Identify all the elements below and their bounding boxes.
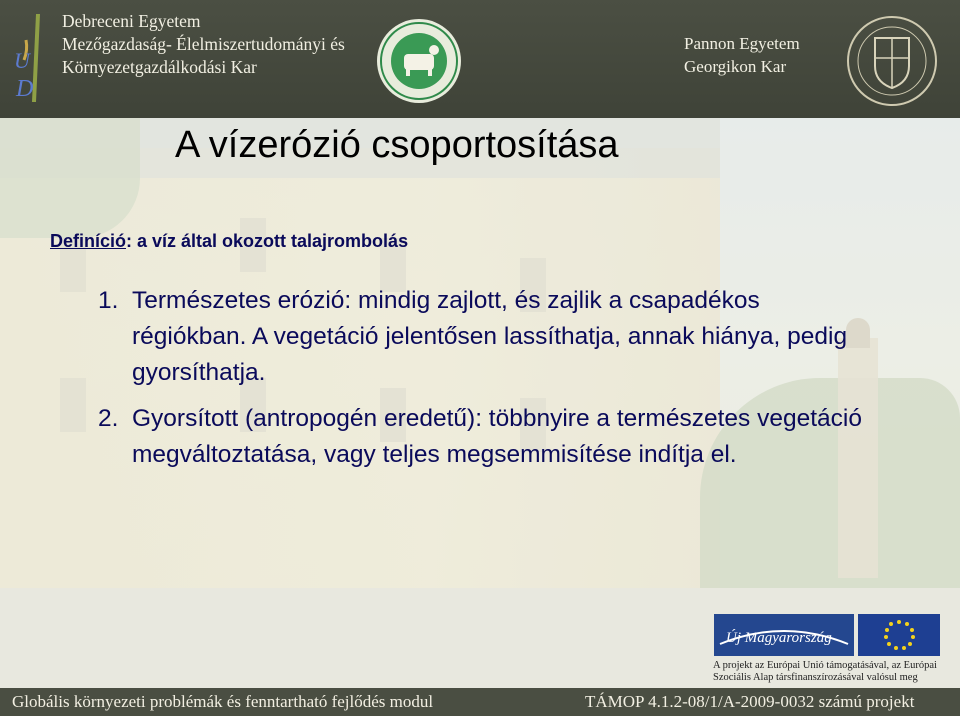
list-item [98,401,898,473]
svg-text:D: D [16,76,34,102]
funding-note-line2: Szociális Alap társfinanszírozásával valósul meg [713,672,918,683]
uj-magyarorszag-logo-icon [714,614,854,656]
funding-note [713,660,937,684]
eu-flag-icon [858,614,940,656]
definition-key: Definíció [50,231,127,251]
item-number: 2. [98,405,119,432]
definition-text: : a víz által okozott talajrombolás [126,231,409,251]
faculty-seal-icon [376,18,462,104]
university-name [62,10,345,79]
slide-title: A vízerózió csoportosítása [175,124,619,166]
footer-bar [0,688,960,716]
definition [50,231,408,252]
pannon-name-line2: Georgikon Kar [684,57,787,76]
item-number: 1. [98,287,119,314]
svg-text:U: U [14,48,30,73]
footer-module-name: Globális környezeti problémák és fenntartható fejlődés modul [12,692,434,711]
svg-text:Új Magyarország: Új Magyarország [726,630,832,646]
pannon-name [684,32,800,78]
item-text: Gyorsított (antropogén eredetű): többnyire a természetes vegetáció megváltoztatása, vagy teljes megsemmisítése indítja el. [132,405,862,468]
funding-note-line1: A projekt az Európai Unió támogatásával, az Európai [713,660,937,671]
pannon-name-line1: Pannon Egyetem [684,34,800,53]
university-name-line1: Debreceni Egyetem [62,11,201,31]
university-name-line3: Környezetgazdálkodási Kar [62,57,257,77]
list-item [98,283,898,391]
header-bar [0,0,960,118]
pannon-crest-icon [845,14,939,108]
footer-project-id: TÁMOP 4.1.2-08/1/A-2009-0032 számú projekt [585,692,915,711]
item-list [98,283,898,483]
item-text: Természetes erózió: mindig zajlott, és zajlik a csapadékos régiókban. A vegetáció jelentősen lassíthatja, annak hiánya, pedig gyorsíthatja. [132,287,848,386]
university-name-line2: Mezőgazdaság- Élelmiszertudományi és [62,34,345,54]
university-debrecen-logo-icon [6,10,50,106]
